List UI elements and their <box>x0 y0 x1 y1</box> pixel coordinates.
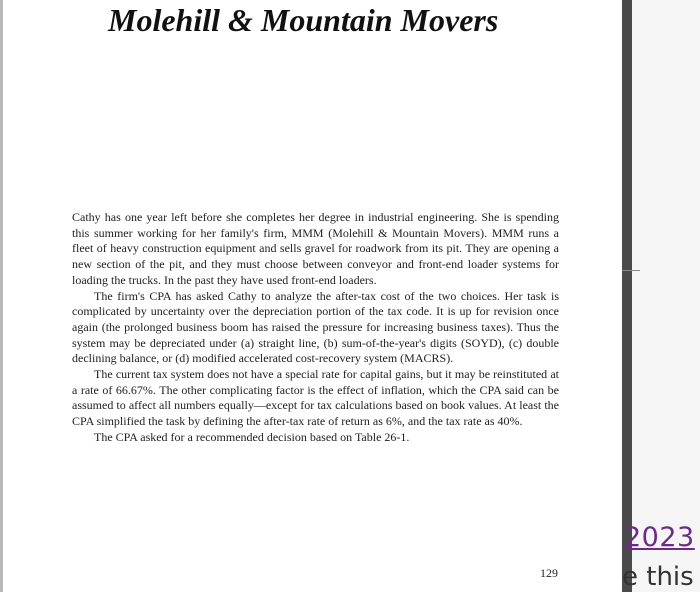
divider-tick <box>622 270 640 271</box>
document-page <box>3 0 623 592</box>
viewer-divider <box>622 0 632 592</box>
paragraph-2: The firm's CPA has asked Cathy to analyze the after-tax cost of the two choices. Her task is complicated by uncertainty over the depreciation portion of the tax code. It is up for revision once again (the prolonged business boom has raised the pressure for increasing business taxes). Thus the system may be depreciated under (a) straight line, (b) sum-of-the-year's digits (SOYD), (c) double declining balance, or (d) modified accelerated cost-recovery system (MACRS). <box>72 288 559 366</box>
side-panel <box>622 0 700 592</box>
paragraph-1: Cathy has one year left before she completes her degree in industrial engineering. She is spending this summer working for her family's firm, MMM (Molehill & Mountain Movers). MMM runs a fleet of heavy construction equipment and sells gravel for roadwork from its pit. They are opening a new section of the pit, and they must choose between conveyor and front-end loader systems for loading the trucks. In the past they have used front-end loaders. <box>72 210 559 287</box>
side-text-snippet: e this <box>622 562 694 592</box>
page-number: 129 <box>540 566 558 580</box>
paragraph-3: The current tax system does not have a special rate for capital gains, but it may be reinstituted at a rate of 66.67%. The other complicating factor is the effect of inflation, which the CPA said can be assumed to affect all numbers equally—except for tax calculations based on book values. At least the CPA simplified the task by defining the after-tax rate of return as 6%, and the tax rate as 40%. <box>72 367 559 429</box>
page-title: Molehill & Mountain Movers <box>108 2 499 38</box>
year-link[interactable]: 2023 <box>624 522 695 553</box>
paragraph-4: The CPA asked for a recommended decision based on Table 26-1. <box>94 429 410 444</box>
body-text <box>72 210 559 446</box>
